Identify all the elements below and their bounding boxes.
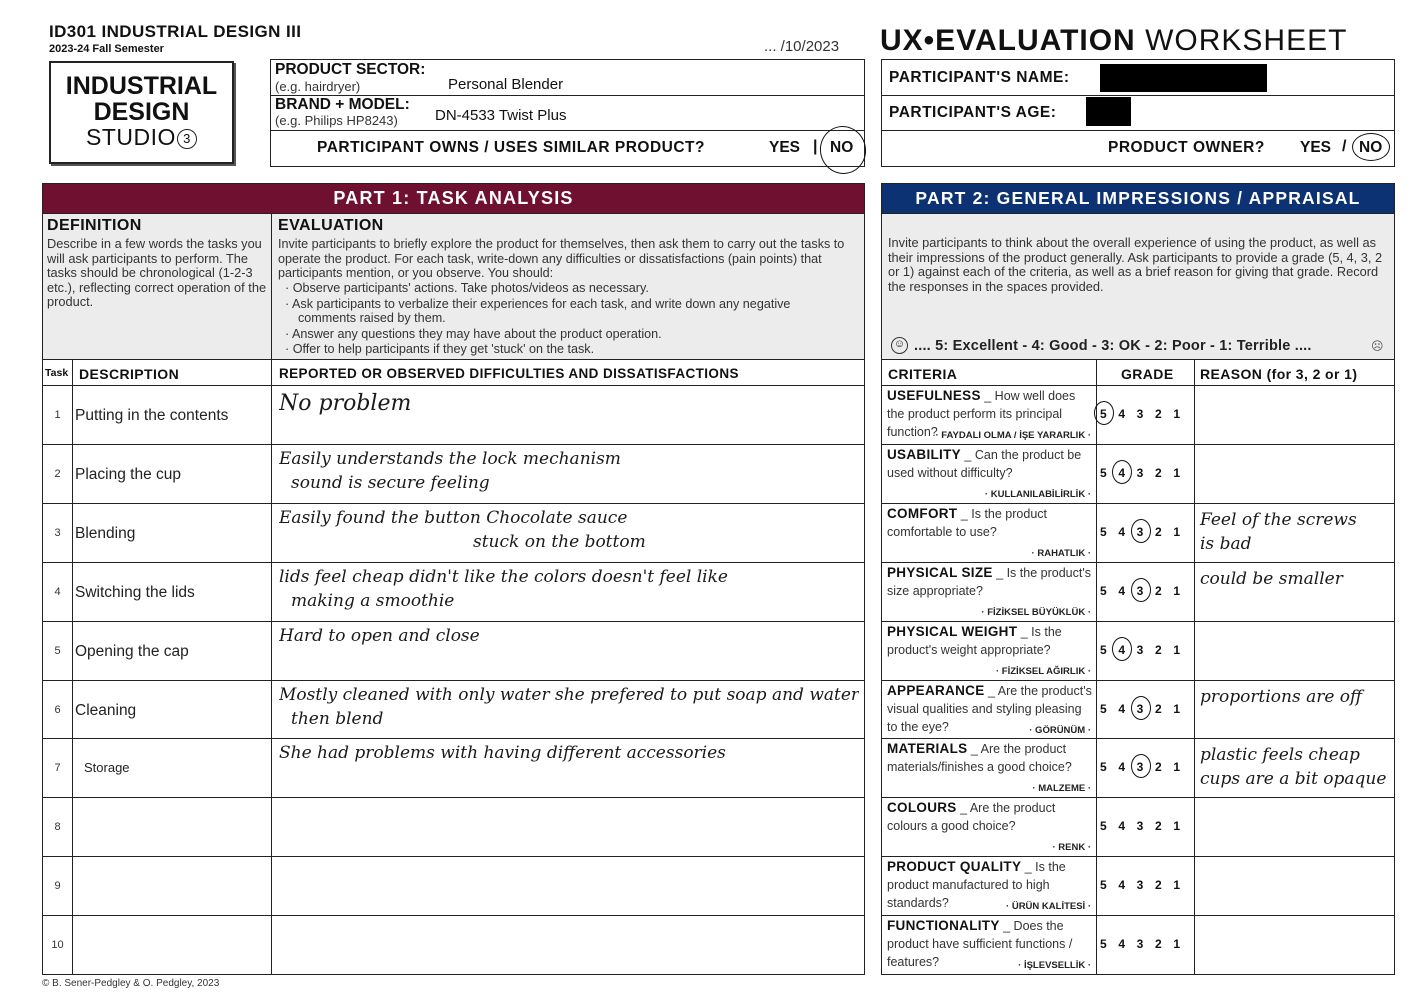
grade-option-2[interactable]: 2 xyxy=(1154,407,1162,421)
grade-option-3[interactable]: 3 xyxy=(1136,642,1144,657)
criteria-translation: · ÜRÜN KALİTESİ · xyxy=(1006,901,1091,913)
sector-hint: (e.g. hairdryer) xyxy=(275,79,361,94)
owns-separator: | xyxy=(813,138,818,155)
criteria-cell: PHYSICAL WEIGHT _ Is the product's weight appropriate? xyxy=(887,623,1062,657)
sector-value[interactable]: Personal Blender xyxy=(448,76,564,93)
worksheet-title-bold: UX•EVALUATION xyxy=(880,24,1136,57)
grade-option-2[interactable]: 2 xyxy=(1154,937,1162,952)
grade-option-5[interactable]: 5 xyxy=(1100,407,1107,421)
grade-option-5[interactable]: 5 xyxy=(1100,760,1107,775)
grade-selected-circle xyxy=(1131,696,1151,720)
grade-option-1[interactable]: 1 xyxy=(1173,407,1180,421)
grade-option-1[interactable]: 1 xyxy=(1173,465,1180,480)
criteria-title: PRODUCT QUALITY xyxy=(887,859,1022,875)
owner-no[interactable]: NO xyxy=(1359,139,1383,156)
grade-option-5[interactable]: 5 xyxy=(1100,819,1107,834)
criteria-title: COLOURS xyxy=(887,800,957,816)
participant-age-label: PARTICIPANT'S AGE: xyxy=(889,104,1057,121)
criteria-translation: · MALZEME · xyxy=(1032,783,1091,795)
grade-scale: .... 5: Excellent - 4: Good - 3: OK - 2: Poor - 1: Terrible .... xyxy=(914,338,1312,354)
grade-option-3[interactable]: 3 xyxy=(1136,465,1144,480)
col-task-header: Task xyxy=(45,367,69,379)
criteria-cell: PHYSICAL SIZE _ Is the product's size appropriate? xyxy=(887,564,1091,598)
grade-option-4[interactable]: 4 xyxy=(1118,466,1125,480)
owns-no[interactable]: NO xyxy=(830,139,854,156)
criteria-translation: · GÖRÜNÜM · xyxy=(1029,724,1091,736)
criteria-cell: USEFULNESS _ How well does the product perform its principal function? xyxy=(887,388,1076,439)
grade-selected-circle xyxy=(1131,578,1151,602)
criteria-title: MATERIALS xyxy=(887,741,968,757)
owns-similar-label: PARTICIPANT OWNS / USES SIMILAR PRODUCT? xyxy=(317,139,705,156)
grade-option-2[interactable]: 2 xyxy=(1154,819,1162,834)
part1-panel xyxy=(42,183,865,975)
grade-option-5[interactable]: 5 xyxy=(1100,524,1107,539)
grade-option-4[interactable]: 4 xyxy=(1118,819,1126,834)
grade-option-3[interactable]: 3 xyxy=(1136,878,1144,893)
evaluation-bullets xyxy=(278,281,862,357)
criteria-translation: · İŞLEVSELLİK · xyxy=(1018,960,1091,972)
owner-separator: / xyxy=(1342,138,1347,155)
criteria-question: Is the product's size appropriate? xyxy=(887,565,1091,598)
redacted-name xyxy=(1100,64,1267,92)
col-reason-header: REASON (for 3, 2 or 1) xyxy=(1200,366,1358,382)
grade-option-2[interactable]: 2 xyxy=(1154,760,1162,775)
criteria-translation: · FAYDALI OLMA / İŞE YARARLIK · xyxy=(935,430,1091,441)
criteria-cell: PRODUCT QUALITY _ Is the product manufactured to high standards? xyxy=(887,859,1066,911)
criteria-title: APPEARANCE xyxy=(887,682,985,698)
grade-option-1[interactable]: 1 xyxy=(1173,760,1180,775)
grade-option-4[interactable]: 4 xyxy=(1118,701,1126,716)
criteria-question: Is the product comfortable to use? xyxy=(887,506,1047,539)
evaluation-title: EVALUATION xyxy=(278,217,384,234)
redacted-age xyxy=(1086,97,1131,126)
grade-option-3[interactable]: 3 xyxy=(1137,702,1144,716)
task-description[interactable]: Blending xyxy=(75,524,136,542)
brand-value[interactable]: DN-4533 Twist Plus xyxy=(435,107,567,124)
criteria-question: How well does the product perform its principal function? xyxy=(887,389,1076,439)
participant-name-label: PARTICIPANT'S NAME: xyxy=(889,69,1070,86)
date-field: ... /10/2023 xyxy=(764,38,840,55)
grade-option-1[interactable]: 1 xyxy=(1173,819,1180,834)
bullet-item: · Ask participants to verbalize their experiences for each task, and write down any negative comments raised by them. xyxy=(285,296,791,326)
grade-option-3[interactable]: 3 xyxy=(1136,407,1144,421)
brand-hint: (e.g. Philips HP8243) xyxy=(275,113,398,128)
grade-options xyxy=(1092,643,1188,657)
task-difficulty-line-1[interactable]: Mostly cleaned with only water she prefered to put soap and water xyxy=(279,685,860,705)
grade-option-4[interactable]: 4 xyxy=(1118,878,1126,893)
task-description[interactable]: Opening the cap xyxy=(75,642,189,660)
grade-option-2[interactable]: 2 xyxy=(1154,524,1162,539)
course-title: ID301 INDUSTRIAL DESIGN III xyxy=(49,22,302,41)
col-grade-header: GRADE xyxy=(1121,366,1174,382)
task-number: 4 xyxy=(54,585,61,598)
criteria-title: USABILITY xyxy=(887,446,961,462)
task-description[interactable]: Switching the lids xyxy=(75,583,195,601)
part2-panel xyxy=(881,183,1395,975)
criteria-translation: · FİZİKSEL BÜYÜKLÜK · xyxy=(981,606,1091,618)
task-number: 8 xyxy=(54,821,61,834)
criteria-question: Is the product's weight appropriate? xyxy=(887,624,1062,657)
grade-option-5[interactable]: 5 xyxy=(1100,937,1107,952)
task-difficulty-line-1[interactable]: Easily understands the lock mechanism xyxy=(279,449,621,469)
grade-options xyxy=(1092,466,1188,480)
grade-selected-circle xyxy=(1131,754,1151,778)
grade-option-5[interactable]: 5 xyxy=(1100,878,1107,893)
criteria-question: Are the product colours a good choice? xyxy=(887,801,1056,834)
grade-selected-circle xyxy=(1094,401,1114,425)
criteria-translation: · FİZİKSEL AĞIRLIK · xyxy=(996,665,1091,677)
criteria-title: FUNCTIONALITY xyxy=(887,918,1000,934)
criteria-cell: COLOURS _ Are the product colours a good choice? xyxy=(887,800,1056,834)
grade-option-2[interactable]: 2 xyxy=(1154,583,1162,598)
grade-option-1[interactable]: 1 xyxy=(1173,642,1180,657)
bullet-item: · Offer to help participants if they get 'stuck' on the task. xyxy=(285,342,595,357)
product-info-box xyxy=(270,59,865,167)
copyright: © B. Sener-Pedgley & O. Pedgley, 2023 xyxy=(42,978,220,989)
task-description[interactable]: Placing the cup xyxy=(75,465,181,483)
grade-options xyxy=(1092,937,1188,951)
task-difficulty-line-2[interactable]: making a smoothie xyxy=(291,590,455,611)
criteria-cell: APPEARANCE _ Are the product's visual qualities and styling pleasing to the eye? xyxy=(887,682,1092,734)
grade-option-3[interactable]: 3 xyxy=(1137,525,1144,539)
grade-option-4[interactable]: 4 xyxy=(1118,937,1126,952)
criteria-question: Is the product manufactured to high standards? xyxy=(887,860,1066,911)
grade-options xyxy=(1092,584,1188,598)
grade-options xyxy=(1092,702,1188,716)
product-owner-label: PRODUCT OWNER? xyxy=(1108,139,1265,156)
part2-header: PART 2: GENERAL IMPRESSIONS / APPRAISAL xyxy=(882,184,1394,213)
owner-no-circle xyxy=(1352,133,1390,161)
criteria-cell: USABILITY _ Can the product be used without difficulty? xyxy=(887,446,1082,480)
grade-option-2[interactable]: 2 xyxy=(1154,878,1162,893)
criteria-cell: FUNCTIONALITY _ Does the product have sufficient functions / features? xyxy=(887,918,1073,970)
grade-option-5[interactable]: 5 xyxy=(1100,465,1107,480)
logo-number-icon: 3 xyxy=(177,129,197,149)
grade-option-4[interactable]: 4 xyxy=(1118,583,1126,598)
semester-label: 2023-24 Fall Semester xyxy=(49,43,164,55)
task-difficulty-line-1[interactable]: No problem xyxy=(279,391,412,416)
task-description[interactable]: Storage xyxy=(84,760,130,776)
bullet-item: · Observe participants' actions. Take photos/videos as necessary. xyxy=(285,281,649,295)
task-difficulty-line-1[interactable]: Hard to open and close xyxy=(279,626,480,646)
criteria-title: COMFORT xyxy=(887,505,958,521)
logo-studio-word: STUDIO xyxy=(86,124,176,150)
reason-line-2[interactable]: cups are a bit opaque xyxy=(1200,769,1387,790)
grade-option-3[interactable]: 3 xyxy=(1136,937,1144,952)
studio-logo xyxy=(49,61,234,164)
criteria-question: Are the product's visual qualities and styling pleasing to the eye? xyxy=(887,683,1092,734)
grade-option-5[interactable]: 5 xyxy=(1100,583,1107,598)
task-number: 7 xyxy=(54,762,61,775)
reason-line-1[interactable]: Feel of the screws xyxy=(1200,509,1357,530)
grade-option-2[interactable]: 2 xyxy=(1154,465,1162,480)
logo-line-1: INDUSTRIAL xyxy=(65,72,218,100)
grade-option-1[interactable]: 1 xyxy=(1173,701,1180,716)
criteria-translation: · RAHATLIK · xyxy=(1031,547,1091,559)
task-difficulty-line-1[interactable]: She had problems with having different accessories xyxy=(279,744,726,764)
grade-selected-circle xyxy=(1112,460,1132,484)
task-number: 10 xyxy=(51,939,64,952)
criteria-question: Are the product materials/finishes a good choice? xyxy=(887,742,1072,775)
task-difficulty-line-2[interactable]: then blend xyxy=(291,708,384,729)
col-description-header: DESCRIPTION xyxy=(79,366,180,382)
grade-options xyxy=(1092,760,1188,774)
brand-label: BRAND + MODEL: xyxy=(275,96,410,113)
grade-option-1[interactable]: 1 xyxy=(1173,583,1180,598)
grade-option-5[interactable]: 5 xyxy=(1100,701,1107,716)
worksheet-title xyxy=(880,24,1347,58)
criteria-title: USEFULNESS xyxy=(887,388,981,403)
task-number: 9 xyxy=(54,880,61,893)
grade-option-1[interactable]: 1 xyxy=(1173,937,1180,952)
reason-line-2[interactable]: is bad xyxy=(1200,533,1252,554)
task-difficulty-line-2[interactable]: sound is secure feeling xyxy=(291,472,490,493)
owner-yes[interactable]: YES xyxy=(1300,139,1332,156)
grade-option-4[interactable]: 4 xyxy=(1118,524,1126,539)
logo-line-3 xyxy=(51,125,232,149)
task-number: 3 xyxy=(54,526,61,539)
evaluation-text: Invite participants to briefly explore the product for themselves, then ask them to carry out the tasks to operate the product. For each task, write-down any difficulties or dissatisfactions (pain points) that participants mention, or you observe. You should: xyxy=(278,237,845,281)
sad-face-icon: ☹ xyxy=(1371,339,1384,353)
task-number: 6 xyxy=(54,703,61,716)
grade-option-3[interactable]: 3 xyxy=(1137,584,1144,598)
grade-options xyxy=(1092,407,1188,421)
grade-options xyxy=(1092,525,1188,539)
definition-title: DEFINITION xyxy=(47,217,142,234)
criteria-translation: · KULLANILABİLİRLİK · xyxy=(984,488,1091,500)
criteria-title: PHYSICAL SIZE xyxy=(887,564,993,580)
reason-line-1[interactable]: could be smaller xyxy=(1200,568,1343,589)
bullet-item: · Answer any questions they may have about the product operation. xyxy=(285,326,662,341)
criteria-question: Does the product have sufficient functions / features? xyxy=(887,919,1073,970)
col-criteria-header: CRITERIA xyxy=(888,366,958,382)
grade-options xyxy=(1092,819,1188,833)
grade-option-1[interactable]: 1 xyxy=(1173,524,1180,539)
owns-yes[interactable]: YES xyxy=(769,139,801,156)
criteria-question: Can the product be used without difficulty? xyxy=(887,447,1082,480)
grade-option-1[interactable]: 1 xyxy=(1173,878,1180,893)
task-number: 5 xyxy=(54,644,61,657)
grade-selected-circle xyxy=(1112,637,1132,661)
reason-line-1[interactable]: proportions are off xyxy=(1200,686,1363,707)
grade-options xyxy=(1092,878,1188,892)
grade-option-2[interactable]: 2 xyxy=(1154,701,1162,716)
grade-selected-circle xyxy=(1131,519,1151,543)
grade-option-2[interactable]: 2 xyxy=(1154,642,1162,657)
part2-intro: Invite participants to think about the overall experience of using the product, as well as their impressions of the product generally. Ask participants to provide a grade (5, 4, 3, 2 or 1) against each of the criteria, as well as a brief reason for giving that grade. Record the responses in the spaces provided. xyxy=(888,235,1383,294)
grade-option-5[interactable]: 5 xyxy=(1100,642,1107,657)
task-difficulty-line-1[interactable]: lids feel cheap didn't like the colors doesn't feel like xyxy=(279,567,728,587)
logo-line-2: DESIGN xyxy=(93,98,190,126)
col-difficulties-header: REPORTED OR OBSERVED DIFFICULTIES AND DISSATISFACTIONS xyxy=(279,366,739,381)
task-description[interactable]: Cleaning xyxy=(75,701,137,719)
criteria-cell: COMFORT _ Is the product comfortable to use? xyxy=(887,505,1047,539)
grade-option-4[interactable]: 4 xyxy=(1118,760,1126,775)
participant-box xyxy=(881,59,1395,167)
task-difficulty-line-2[interactable]: stuck on the bottom xyxy=(473,531,646,552)
grade-option-4[interactable]: 4 xyxy=(1118,643,1125,657)
part1-header: PART 1: TASK ANALYSIS xyxy=(43,184,864,213)
definition-text: Describe in a few words the tasks you will ask participants to perform. The tasks should be chronological (1-2-3 etc.), reflecting correct operation of the product. xyxy=(47,236,267,310)
sector-label: PRODUCT SECTOR: xyxy=(275,61,426,78)
task-difficulty-line-1[interactable]: Easily found the button Chocolate sauce xyxy=(279,508,628,528)
criteria-title: PHYSICAL WEIGHT xyxy=(887,623,1018,639)
task-number: 2 xyxy=(54,467,61,480)
smiley-icon: ☺ xyxy=(891,337,908,354)
criteria-translation: · RENK · xyxy=(1052,842,1091,854)
worksheet-title-light: WORKSHEET xyxy=(1135,24,1348,57)
grade-option-3[interactable]: 3 xyxy=(1137,760,1144,774)
grade-option-4[interactable]: 4 xyxy=(1118,407,1126,421)
reason-line-1[interactable]: plastic feels cheap xyxy=(1200,745,1360,766)
grade-option-3[interactable]: 3 xyxy=(1136,819,1144,834)
task-description[interactable]: Putting in the contents xyxy=(75,407,229,424)
task-number: 1 xyxy=(54,409,61,421)
criteria-cell: MATERIALS _ Are the product materials/finishes a good choice? xyxy=(887,741,1072,775)
